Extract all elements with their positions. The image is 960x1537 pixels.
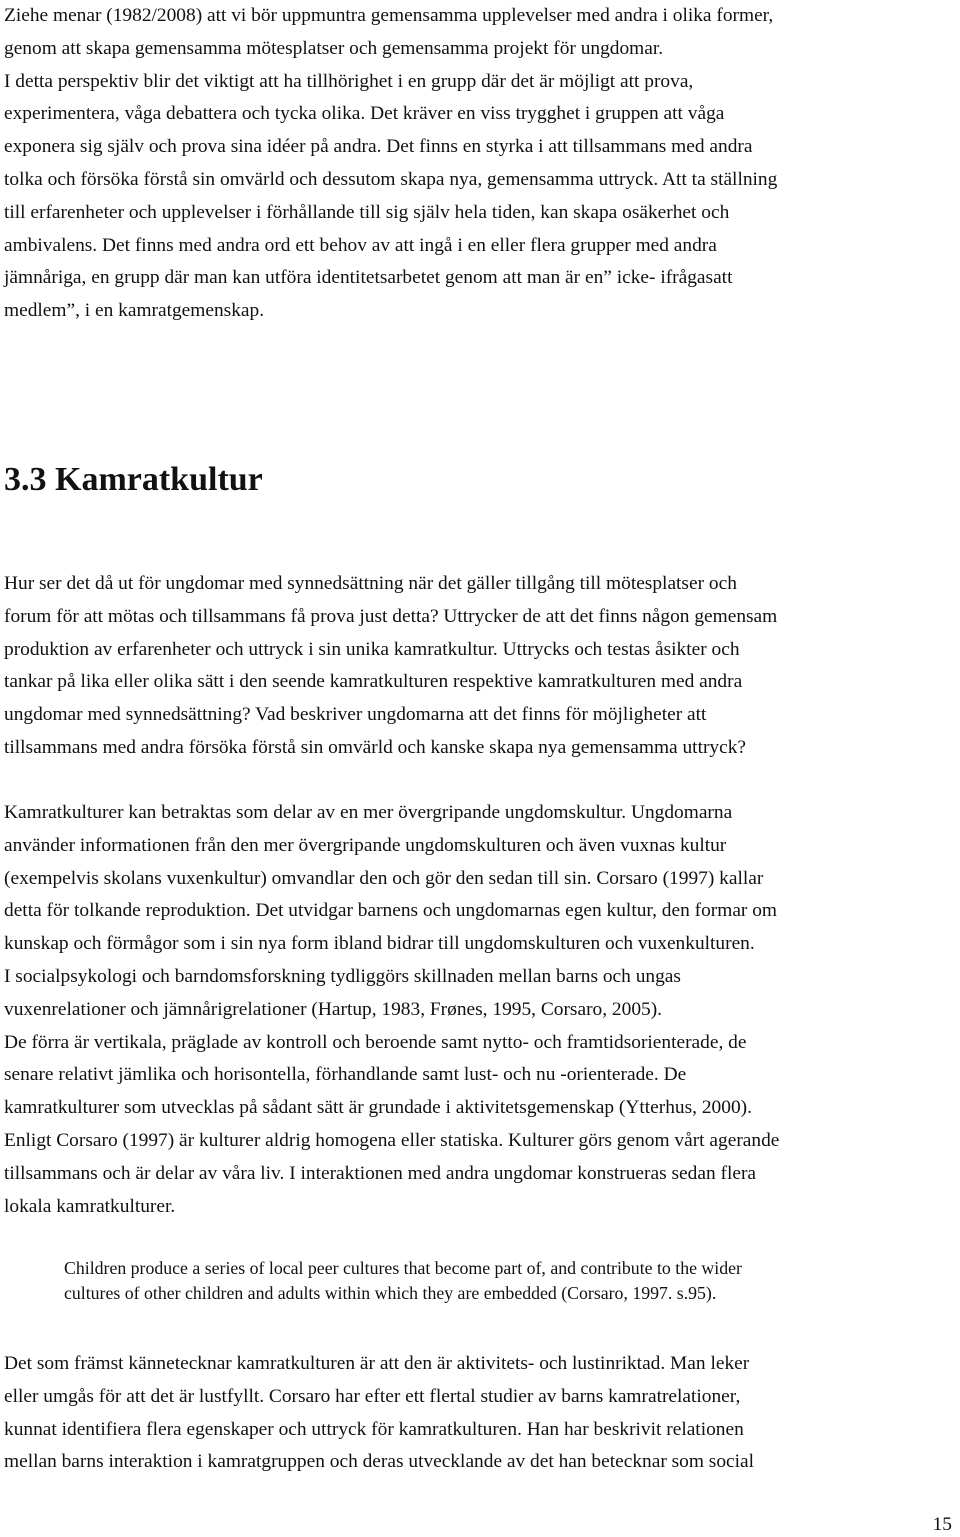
text-line: tankar på lika eller olika sätt i den seende kamratkulturen respektive kamratkulturen med andra	[4, 671, 743, 693]
text-line: detta för tolkande reproduktion. Det utvidgar barnens och ungdomarnas egen kultur, den formar om	[4, 900, 778, 922]
text-line: Ziehe menar (1982/2008) att vi bör uppmuntra gemensamma upplevelser med andra i olika former,	[4, 5, 774, 26]
text-line: kunskap och förmågor som i sin nya form ibland bidrar till ungdomskulturen och vuxenkulturen.	[4, 933, 755, 955]
section-heading: 3.3 Kamratkultur	[4, 461, 263, 498]
block-quote	[64, 1256, 944, 1306]
text-line: senare relativt jämlika och horisontella, förhandlande samt lust- och nu -orienterade. De	[4, 1064, 687, 1086]
text-line: vuxenrelationer och jämnårigrelationer (Hartup, 1983, Frønes, 1995, Corsaro, 2005).	[4, 998, 663, 1020]
text-line: tillsammans och är delar av våra liv. I interaktionen med andra ungdomar konstrueras sedan flera	[4, 1162, 757, 1184]
paragraph-questions	[4, 568, 956, 765]
text-line: tolka och försöka förstå sin omvärld och dessutom skapa nya, gemensamma uttryck. Att ta ställning	[4, 168, 778, 190]
text-line: Enligt Corsaro (1997) är kulturer aldrig homogena eller statiska. Kulturer görs genom vårt agerande	[4, 1129, 780, 1151]
text-line: eller umgås för att det är lustfyllt. Corsaro har efter ett flertal studier av barns kamratrelationer,	[4, 1385, 741, 1407]
text-line: (exempelvis skolans vuxenkultur) omvandlar den och gör den sedan till sin. Corsaro (1997) kallar	[4, 867, 764, 889]
paragraph-ziehe	[4, 0, 956, 328]
text-line: I detta perspektiv blir det viktigt att ha tillhörighet i en grupp där det är möjligt att prova,	[4, 70, 694, 92]
text-line: kunnat identifiera flera egenskaper och uttryck för kamratkulturen. Han har beskrivit relationen	[4, 1418, 744, 1440]
text-line: De förra är vertikala, präglade av kontroll och beroende samt nytto- och framtidsorienterade, de	[4, 1031, 747, 1053]
text-line: produktion av erfarenheter och uttryck i sin unika kamratkultur. Uttrycks och testas åsikter och	[4, 638, 740, 660]
page-number: 15	[932, 1514, 952, 1535]
text-line: I socialpsykologi och barndomsforskning tydliggörs skillnaden mellan barns och ungas	[4, 965, 681, 987]
text-line: lokala kamratkulturer.	[4, 1195, 176, 1217]
text-line: genom att skapa gemensamma mötesplatser och gemensamma projekt för ungdomar.	[4, 37, 664, 59]
text-line: exponera sig själv och prova sina idéer på andra. Det finns en styrka i att tillsammans med andra	[4, 136, 753, 158]
quote-line: Children produce a series of local peer cultures that become part of, and contribute to the wider	[64, 1258, 742, 1278]
paragraph-activity	[4, 1348, 956, 1479]
text-line: tillsammans med andra försöka förstå sin omvärld och kanske skapa nya gemensamma uttryck?	[4, 736, 747, 758]
text-line: kamratkulturer som utvecklas på sådant sätt är grundade i aktivitetsgemenskap (Ytterhus, 2000).	[4, 1097, 752, 1119]
document-page	[4, 0, 956, 1536]
text-line: mellan barns interaktion i kamratgruppen och deras utvecklande av det han betecknar som social	[4, 1451, 755, 1473]
text-line: Det som främst kännetecknar kamratkulturen är att den är aktivitets- och lustinriktad. Man leker	[4, 1353, 750, 1374]
text-line: Kamratkulturer kan betraktas som delar av en mer övergripande ungdomskultur. Ungdomarna	[4, 802, 733, 823]
text-line: medlem”, i en kamratgemenskap.	[4, 300, 265, 322]
text-line: jämnåriga, en grupp där man kan utföra identitetsarbetet genom att man är en” icke- ifrågasatt	[4, 267, 733, 289]
quote-line: cultures of other children and adults within which they are embedded (Corsaro, 1997. s.95).	[64, 1283, 717, 1303]
text-line: till erfarenheter och upplevelser i förhållande till sig själv hela tiden, kan skapa osäkerhet och	[4, 201, 730, 223]
paragraph-kamratkulturer	[4, 797, 956, 1223]
text-line: ungdomar med synnedsättning? Vad beskriver ungdomarna att det finns för möjligheter att	[4, 704, 707, 726]
text-line: använder informationen från den mer övergripande ungdomskulturen och även vuxnas kultur	[4, 834, 727, 856]
text-line: ambivalens. Det finns med andra ord ett behov av att ingå i en eller flera grupper med andra	[4, 234, 717, 256]
text-line: Hur ser det då ut för ungdomar med synnedsättning när det gäller tillgång till mötesplatser och	[4, 573, 737, 594]
text-line: experimentera, våga debattera och tycka olika. Det kräver en viss trygghet i gruppen att våga	[4, 103, 725, 125]
text-line: forum för att mötas och tillsammans få prova just detta? Uttrycker de att det finns någon gemensam	[4, 605, 778, 627]
